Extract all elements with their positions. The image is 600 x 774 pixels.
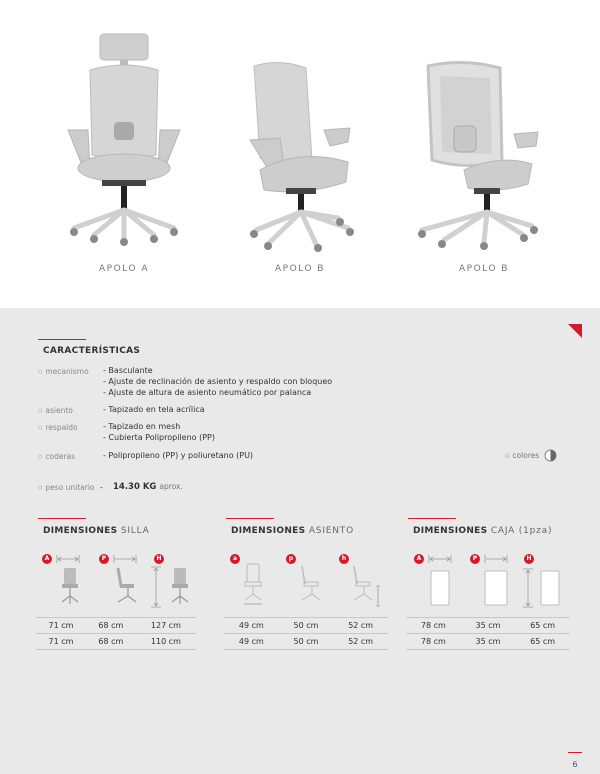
table-row [36, 634, 196, 650]
caracteristicas-title-text: CARACTERÍSTICAS [43, 346, 141, 356]
page-number-rule [568, 752, 582, 753]
table-cell: 50 cm [279, 634, 334, 650]
dimensiones-silla-table [36, 617, 196, 650]
spec-line: - Tapizado en tela acrílica [103, 405, 205, 414]
page-number: 6 [572, 760, 578, 769]
table-cell: 65 cm [515, 634, 570, 650]
corner-accent [568, 324, 582, 338]
spec-line: - Tapizado en mesh [103, 422, 181, 431]
table-cell: 52 cm [333, 618, 388, 634]
section-rule [226, 518, 274, 519]
box-side-icon [484, 570, 508, 606]
box-front-icon [430, 570, 450, 606]
title-light: SILLA [120, 526, 150, 536]
colores-label: ○ colores [505, 451, 539, 460]
chair-apolo-b-back-image [404, 30, 564, 255]
table-cell: 52 cm [333, 634, 388, 650]
table-cell: 49 cm [224, 618, 279, 634]
table-row [224, 618, 388, 634]
table-row [36, 618, 196, 634]
section-rule [408, 518, 456, 519]
table-cell: 35 cm [461, 618, 516, 634]
table-cell: 71 cm [36, 618, 86, 634]
peso-number: 14.30 KG [113, 482, 157, 492]
chair-side-icon [112, 566, 138, 606]
spec-line: - Ajuste de altura de asiento neumático por palanca [103, 388, 312, 397]
table-row [406, 618, 570, 634]
table-cell: 78 cm [406, 634, 461, 650]
seat-side-icon [296, 562, 324, 606]
spec-label: ○ coderas [38, 452, 75, 461]
width-arrow-icon [428, 554, 452, 564]
badge-ancho: a [230, 554, 240, 564]
section-rule [38, 339, 86, 340]
spec-line: - Polipropileno (PP) y poliuretano (PU) [103, 451, 254, 460]
table-cell: 68 cm [86, 634, 136, 650]
badge-profundidad: P [470, 554, 480, 564]
box-tall-icon [540, 570, 560, 606]
peso-unit: aprox. [159, 482, 183, 491]
chair-apolo-b-image [220, 30, 380, 255]
table-cell: 127 cm [136, 618, 196, 634]
depth-arrow-icon [113, 554, 137, 564]
dimensiones-caja-title [413, 526, 552, 536]
spec-label: ○ respaldo [38, 423, 78, 432]
product-name: APOLO A [99, 264, 149, 274]
spec-label: ○ asiento [38, 406, 73, 415]
seat-height-icon [348, 562, 384, 608]
section-rule [38, 518, 86, 519]
badge-altura: H [154, 554, 164, 564]
dimensiones-caja-table [406, 617, 570, 650]
caracteristicas-title [43, 346, 140, 356]
color-swatch-icon [544, 449, 557, 462]
table-row [406, 634, 570, 650]
peso-value [113, 482, 183, 492]
spec-label: ○ mecanismo [38, 367, 89, 376]
table-cell: 35 cm [461, 634, 516, 650]
spec-line: - Cubierta Polipropileno (PP) [103, 433, 215, 442]
title-light: CAJA (1pza) [490, 526, 553, 536]
depth-arrow-icon [484, 554, 508, 564]
title-bold: DIMENSIONES [413, 526, 488, 536]
product-name: APOLO B [459, 264, 509, 274]
badge-profundidad: P [99, 554, 109, 564]
badge-ancho: A [42, 554, 52, 564]
product-apolo-b [220, 30, 380, 290]
height-arrow-icon [150, 566, 162, 608]
title-bold: DIMENSIONES [43, 526, 118, 536]
dimensiones-silla-title [43, 526, 150, 536]
height-arrow-icon [522, 568, 534, 608]
table-cell: 78 cm [406, 618, 461, 634]
product-apolo-a [44, 30, 204, 290]
table-cell: 110 cm [136, 634, 196, 650]
table-cell: 65 cm [515, 618, 570, 634]
seat-front-icon [240, 562, 266, 606]
peso-label: ○ peso unitario [38, 483, 95, 492]
badge-altura: H [524, 554, 534, 564]
spec-line: - Basculante [103, 366, 153, 375]
dimensiones-asiento-table [224, 617, 388, 650]
width-arrow-icon [56, 554, 80, 564]
badge-profundidad: p [286, 554, 296, 564]
title-light: ASIENTO [308, 526, 354, 536]
dimensiones-asiento-title [231, 526, 354, 536]
table-cell: 49 cm [224, 634, 279, 650]
table-cell: 50 cm [279, 618, 334, 634]
chair-front-icon [58, 566, 82, 606]
table-row [224, 634, 388, 650]
badge-ancho: A [414, 554, 424, 564]
product-apolo-b-back [404, 30, 564, 290]
table-cell: 71 cm [36, 634, 86, 650]
badge-altura: h [339, 554, 349, 564]
peso-dash: - [100, 483, 103, 492]
spec-line: - Ajuste de reclinación de asiento y respaldo con bloqueo [103, 377, 333, 386]
chair-tall-icon [168, 566, 192, 606]
chair-apolo-a-image [44, 30, 204, 255]
title-bold: DIMENSIONES [231, 526, 306, 536]
table-cell: 68 cm [86, 618, 136, 634]
product-name: APOLO B [275, 264, 325, 274]
